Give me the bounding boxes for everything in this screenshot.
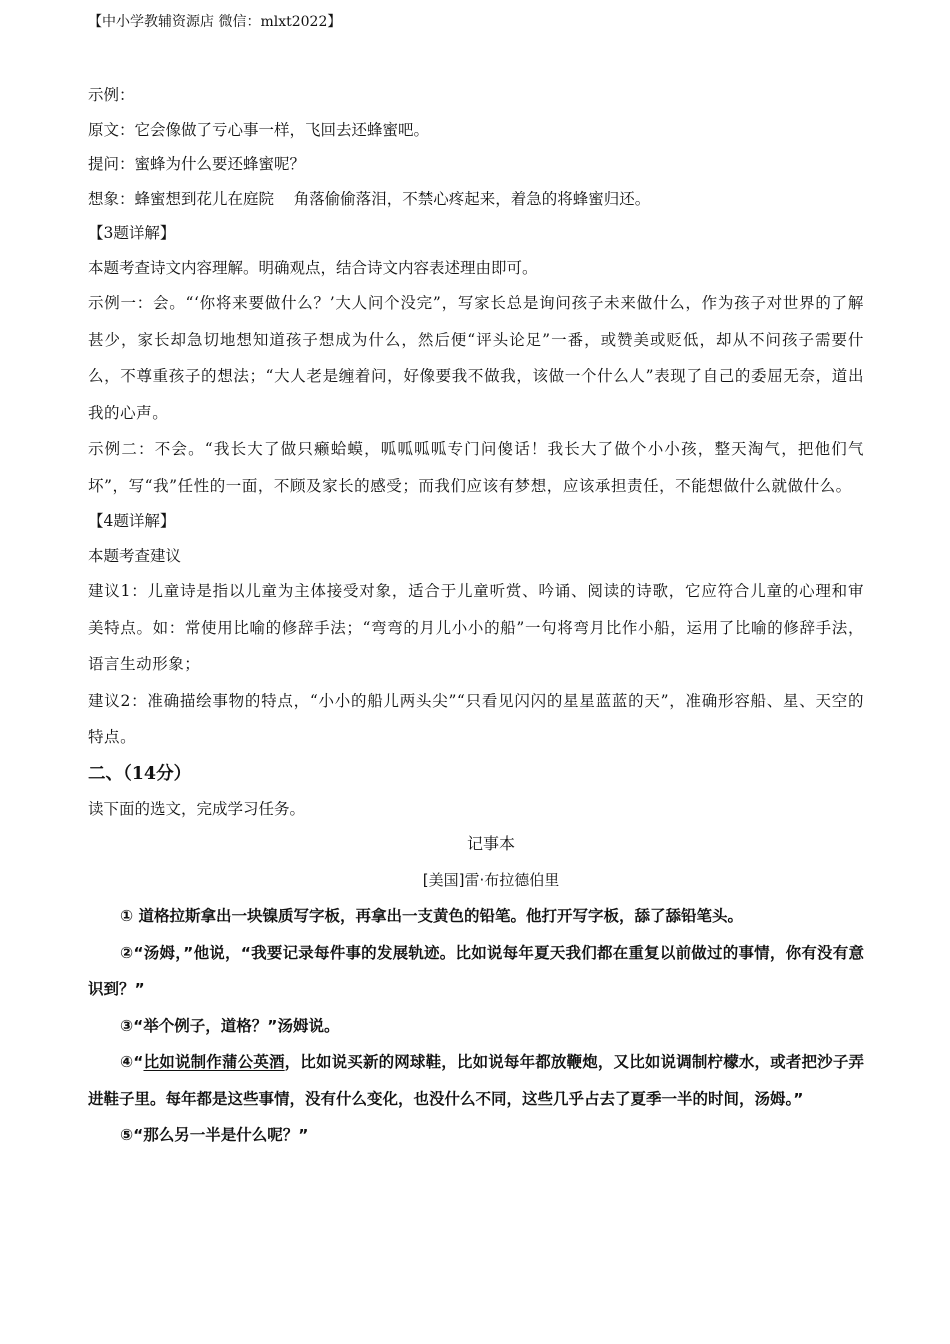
q3-example-two: 示例二：不会。“我长大了做只癞蛤蟆，呱呱呱呱专门问傻话！我长大了做个小小孩，整天淘气，把他们气坏”，写“我”任性的一面，不顾及家长的感受；而我们应该有梦想，应该承担责任，不能想做什么就做什么。 [88, 440, 864, 495]
example-original: 原文：它会像做了亏心事一样，飞回去还蜂蜜吧。 [88, 120, 430, 139]
page-header-watermark: 【中小学教辅资源店 微信：mlxt2022】 [88, 14, 342, 30]
document-body [88, 78, 864, 1154]
story-paragraph-3: ③“举个例子，道格？”汤姆说。 [120, 1016, 340, 1035]
section-two-heading: 二、（14分） [88, 763, 192, 784]
example-question: 提问：蜜蜂为什么要还蜂蜜呢？ [88, 155, 306, 173]
q3-example-one: 示例一：会。“‘你将来要做什么？’大人问个没完”，写家长总是询问孩子未来做什么，作为孩子对世界的了解甚少，家长却急切地想知道孩子想成为什么，然后便“评头论足”一番，或赞美或贬低，却从不问孩子需要什么，不尊重孩子的想法；“大人老是缠着问，好像要我不做我，该做一个什么人”表现了自己的委屈无奈，道出我的心声。 [88, 294, 864, 422]
story-paragraph-1: ① 道格拉斯拿出一块镍质写字板，再拿出一支黄色的铅笔。他打开写字板，舔了舔铅笔头。 [120, 907, 744, 925]
q3-title: 【3题详解】 [88, 224, 176, 242]
story-paragraph-4 [88, 1044, 864, 1117]
q4-suggestion-1: 建议1：儿童诗是指以儿童为主体接受对象，适合于儿童听赏、吟诵、阅读的诗歌，它应符合儿童的心理和审美特点。如：常使用比喻的修辞手法；“弯弯的月儿小小的船”一句将弯月比作小船，运用了比喻的修辞手法，语言生动形象； [88, 582, 864, 673]
example-imagine: 想象：蜂蜜想到花儿在庭院 角落偷偷落泪，不禁心疼起来，着急的将蜂蜜归还。 [88, 189, 651, 208]
q4-title: 【4题详解】 [88, 512, 176, 530]
story-author: [美国]雷·布拉德伯里 [422, 871, 560, 889]
story-paragraph-4-rest: ，比如说买新的网球鞋，比如说每年都放鞭炮，又比如说调制柠檬水，或者把沙子弄进鞋子里。每年都是这些事情，没有什么变化，也没什么不同，这些几乎占去了夏季一半的时间，汤姆。” [88, 1053, 864, 1108]
q4-intro: 本题考查建议 [88, 546, 182, 565]
story-paragraph-5: ⑤“那么另一半是什么呢？” [120, 1126, 309, 1144]
example-label: 示例： [88, 86, 135, 104]
q4-suggestion-2: 建议2：准确描绘事物的特点，“小小的船儿两头尖”“只看见闪闪的星星蓝蓝的天”，准确形容船、星、天空的特点。 [88, 691, 864, 746]
story-underlined-phrase: 比如说制作蒲公英酒 [143, 1053, 285, 1071]
section-two-instruction: 读下面的选文，完成学习任务。 [88, 799, 306, 818]
story-paragraph-2: ②“汤姆，”他说，“我要记录每件事的发展轨迹。比如说每年夏天我们都在重复以前做过的事情，你有没有意识到？” [88, 943, 864, 998]
story-title: 记事本 [466, 834, 515, 853]
story-paragraph-4-prefix: ④“ [120, 1053, 144, 1071]
q3-intro: 本题考查诗文内容理解。明确观点，结合诗文内容表述理由即可。 [88, 258, 538, 277]
